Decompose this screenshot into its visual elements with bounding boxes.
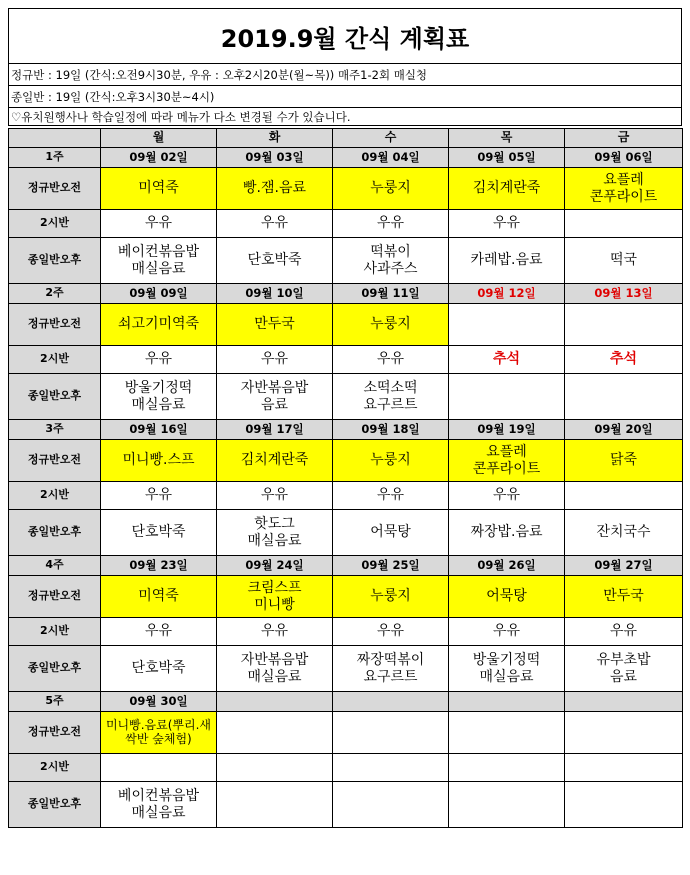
menu-cell: 우유 <box>333 482 449 510</box>
menu-cell: 추석 <box>565 346 683 374</box>
menu-cell <box>449 754 565 782</box>
date-cell: 09월 24일 <box>217 556 333 576</box>
date-cell: 09월 10일 <box>217 284 333 304</box>
menu-cell: 우유 <box>449 210 565 238</box>
menu-cell: 미니빵.스프 <box>101 440 217 482</box>
day-header-thu: 목 <box>449 129 565 148</box>
menu-cell: 미역죽 <box>101 168 217 210</box>
menu-cell <box>565 782 683 828</box>
menu-cell: 우유 <box>217 482 333 510</box>
menu-cell: 잔치국수 <box>565 510 683 556</box>
menu-cell: 요플레 콘푸라이트 <box>565 168 683 210</box>
row-label-afternoon: 종일반오후 <box>9 646 101 692</box>
menu-cell: 유부초밥 음료 <box>565 646 683 692</box>
row-label-milk: 2시반 <box>9 346 101 374</box>
menu-cell: 어묵탕 <box>333 510 449 556</box>
corner-cell <box>9 129 101 148</box>
week-label: 2주 <box>9 284 101 304</box>
menu-cell <box>449 304 565 346</box>
week-date-row <box>9 148 683 168</box>
menu-cell <box>565 482 683 510</box>
date-cell: 09월 03일 <box>217 148 333 168</box>
week-date-row <box>9 420 683 440</box>
menu-cell: 단호박죽 <box>217 238 333 284</box>
menu-cell: 김치계란죽 <box>217 440 333 482</box>
menu-cell: 우유 <box>101 210 217 238</box>
menu-cell: 누룽지 <box>333 440 449 482</box>
row-label-afternoon: 종일반오후 <box>9 510 101 556</box>
info-line-regular: 정규반 : 19일 (간식:오전9시30분, 우유 : 오후2시20분(월~목)) 매주1-2회 매실청 <box>8 64 682 86</box>
date-cell: 09월 23일 <box>101 556 217 576</box>
menu-cell: 우유 <box>217 210 333 238</box>
row-label-morning: 정규반오전 <box>9 304 101 346</box>
afternoon-row <box>9 646 683 692</box>
milk-row <box>9 346 683 374</box>
morning-row <box>9 304 683 346</box>
menu-cell: 방울기정떡 매실음료 <box>449 646 565 692</box>
date-cell: 09월 16일 <box>101 420 217 440</box>
menu-cell: 미니빵.음료(뿌리.새싹반 숲체험) <box>101 712 217 754</box>
menu-cell: 닭죽 <box>565 440 683 482</box>
date-cell: 09월 06일 <box>565 148 683 168</box>
menu-cell: 우유 <box>449 618 565 646</box>
snack-table <box>8 128 683 828</box>
row-label-afternoon: 종일반오후 <box>9 238 101 284</box>
menu-cell <box>565 712 683 754</box>
empty-date-cell <box>565 692 683 712</box>
menu-cell: 누룽지 <box>333 576 449 618</box>
milk-row <box>9 618 683 646</box>
day-header-mon: 월 <box>101 129 217 148</box>
row-label-milk: 2시반 <box>9 754 101 782</box>
menu-cell <box>333 712 449 754</box>
menu-cell <box>565 374 683 420</box>
menu-cell: 자반볶음밥 매실음료 <box>217 646 333 692</box>
morning-row <box>9 576 683 618</box>
row-label-afternoon: 종일반오후 <box>9 374 101 420</box>
day-header-fri: 금 <box>565 129 683 148</box>
menu-cell: 떡볶이 사과주스 <box>333 238 449 284</box>
date-cell: 09월 12일 <box>449 284 565 304</box>
menu-cell: 만두국 <box>217 304 333 346</box>
menu-cell: 단호박죽 <box>101 646 217 692</box>
menu-cell <box>449 712 565 754</box>
info-line-notice: ♡유치원행사나 학습일정에 따라 메뉴가 다소 변경될 수가 있습니다. <box>8 108 682 126</box>
menu-cell: 우유 <box>449 482 565 510</box>
date-cell: 09월 04일 <box>333 148 449 168</box>
menu-cell: 누룽지 <box>333 168 449 210</box>
empty-date-cell <box>333 692 449 712</box>
menu-cell: 우유 <box>333 210 449 238</box>
week-date-row <box>9 284 683 304</box>
menu-cell: 방울기정떡 매실음료 <box>101 374 217 420</box>
menu-cell: 누룽지 <box>333 304 449 346</box>
week-label: 5주 <box>9 692 101 712</box>
row-label-morning: 정규반오전 <box>9 168 101 210</box>
row-label-morning: 정규반오전 <box>9 440 101 482</box>
snack-plan-sheet <box>8 8 682 828</box>
menu-cell: 추석 <box>449 346 565 374</box>
menu-cell: 자반볶음밥 음료 <box>217 374 333 420</box>
date-cell: 09월 11일 <box>333 284 449 304</box>
menu-cell: 짜장밥.음료 <box>449 510 565 556</box>
row-label-milk: 2시반 <box>9 482 101 510</box>
page-title: 2019.9월 간식 계획표 <box>8 8 682 64</box>
date-cell: 09월 19일 <box>449 420 565 440</box>
morning-row <box>9 440 683 482</box>
menu-cell: 빵.잼.음료 <box>217 168 333 210</box>
menu-cell: 우유 <box>565 618 683 646</box>
date-cell: 09월 09일 <box>101 284 217 304</box>
row-label-afternoon: 종일반오후 <box>9 782 101 828</box>
date-cell: 09월 05일 <box>449 148 565 168</box>
date-cell: 09월 02일 <box>101 148 217 168</box>
menu-cell: 떡국 <box>565 238 683 284</box>
date-cell: 09월 18일 <box>333 420 449 440</box>
milk-row <box>9 482 683 510</box>
menu-cell: 우유 <box>101 618 217 646</box>
menu-cell: 미역죽 <box>101 576 217 618</box>
day-header-tue: 화 <box>217 129 333 148</box>
date-cell: 09월 25일 <box>333 556 449 576</box>
menu-cell <box>449 374 565 420</box>
milk-row <box>9 210 683 238</box>
info-line-allday: 종일반 : 19일 (간식:오후3시30분~4시) <box>8 86 682 108</box>
menu-cell: 베이컨볶음밥 매실음료 <box>101 238 217 284</box>
menu-cell: 우유 <box>333 346 449 374</box>
menu-cell <box>565 304 683 346</box>
week-label: 1주 <box>9 148 101 168</box>
empty-date-cell <box>449 692 565 712</box>
menu-cell: 우유 <box>333 618 449 646</box>
afternoon-row <box>9 238 683 284</box>
date-cell: 09월 30일 <box>101 692 217 712</box>
row-label-morning: 정규반오전 <box>9 576 101 618</box>
menu-cell <box>217 782 333 828</box>
afternoon-row <box>9 510 683 556</box>
menu-cell: 김치계란죽 <box>449 168 565 210</box>
menu-cell <box>449 782 565 828</box>
menu-cell: 우유 <box>217 618 333 646</box>
row-label-morning: 정규반오전 <box>9 712 101 754</box>
menu-cell: 크림스프 미니빵 <box>217 576 333 618</box>
date-cell: 09월 17일 <box>217 420 333 440</box>
menu-cell <box>101 754 217 782</box>
menu-cell: 베이컨볶음밥 매실음료 <box>101 782 217 828</box>
morning-row <box>9 168 683 210</box>
date-cell: 09월 26일 <box>449 556 565 576</box>
menu-cell: 쇠고기미역죽 <box>101 304 217 346</box>
menu-cell: 우유 <box>101 482 217 510</box>
menu-cell <box>217 754 333 782</box>
menu-cell <box>565 754 683 782</box>
week-label: 3주 <box>9 420 101 440</box>
menu-cell: 우유 <box>101 346 217 374</box>
date-cell: 09월 13일 <box>565 284 683 304</box>
menu-cell: 만두국 <box>565 576 683 618</box>
menu-cell <box>565 210 683 238</box>
menu-cell: 우유 <box>217 346 333 374</box>
week-date-row <box>9 692 683 712</box>
row-label-milk: 2시반 <box>9 210 101 238</box>
menu-cell: 소떡소떡 요구르트 <box>333 374 449 420</box>
morning-row <box>9 712 683 754</box>
menu-cell: 카레밥.음료 <box>449 238 565 284</box>
afternoon-row <box>9 782 683 828</box>
menu-cell: 어묵탕 <box>449 576 565 618</box>
day-header-wed: 수 <box>333 129 449 148</box>
week-label: 4주 <box>9 556 101 576</box>
date-cell: 09월 20일 <box>565 420 683 440</box>
menu-cell: 핫도그 매실음료 <box>217 510 333 556</box>
day-header-row <box>9 129 683 148</box>
week-date-row <box>9 556 683 576</box>
empty-date-cell <box>217 692 333 712</box>
menu-cell <box>217 712 333 754</box>
afternoon-row <box>9 374 683 420</box>
menu-cell <box>333 754 449 782</box>
milk-row <box>9 754 683 782</box>
menu-cell: 짜장떡볶이 요구르트 <box>333 646 449 692</box>
menu-cell <box>333 782 449 828</box>
date-cell: 09월 27일 <box>565 556 683 576</box>
menu-cell: 요플레 콘푸라이트 <box>449 440 565 482</box>
menu-cell: 단호박죽 <box>101 510 217 556</box>
row-label-milk: 2시반 <box>9 618 101 646</box>
